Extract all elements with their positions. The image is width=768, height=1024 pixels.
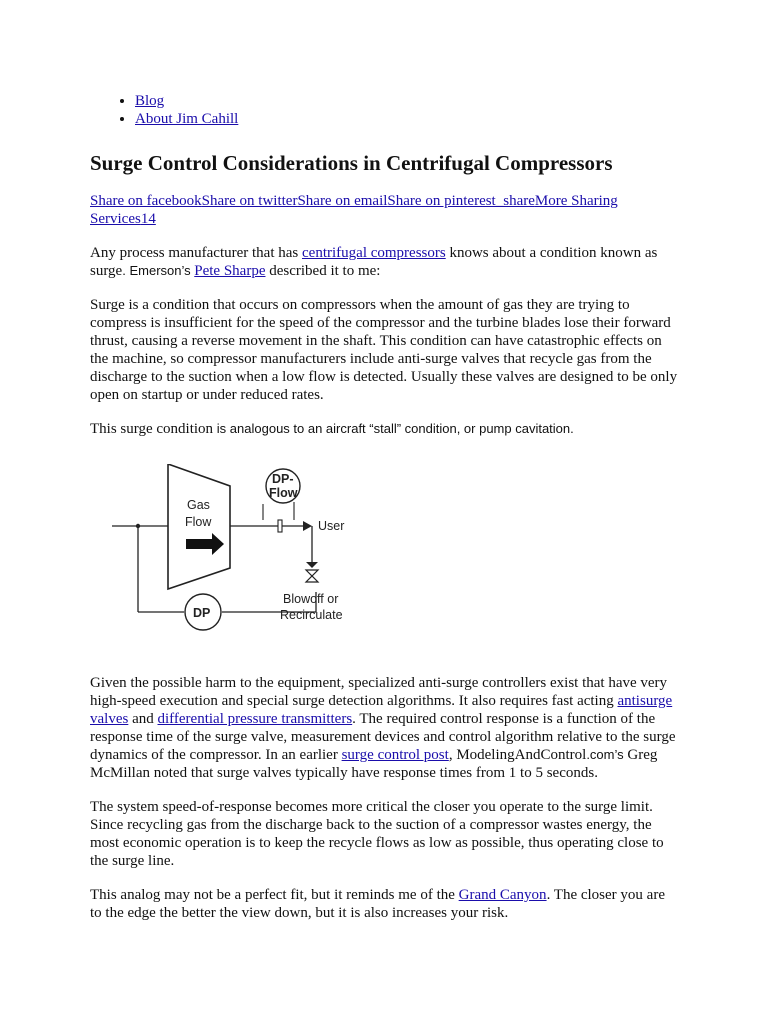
blowoff-arrow-icon	[306, 562, 318, 568]
anti-surge-text-d: , ModelingAndControl	[448, 747, 587, 763]
paragraph-intro	[90, 244, 680, 280]
share-email-link[interactable]: Share on email	[297, 193, 388, 209]
canyon-text-b: . The closer you are to the edge the better the view down, but it is also increases your risk.	[90, 887, 665, 921]
user-arrow-icon	[303, 521, 312, 531]
anti-surge-text-f: Greg McMillan noted that surge valves typically have response times from 1 to 5 seconds.	[90, 747, 658, 781]
valve-bottom-icon	[306, 576, 318, 582]
article-page	[90, 92, 680, 938]
paragraph-grand-canyon	[90, 886, 680, 922]
share-bar	[90, 192, 680, 228]
dp-flow-label-top: DP-	[272, 472, 294, 486]
flow-label: Flow	[185, 515, 212, 529]
paragraph-surge-definition: Surge is a condition that occurs on compressors when the amount of gas they are trying to compress is insufficient for the speed of the compressor and the turbine blades lose their forward thrust, causing a reverse movement in the shaft. This condition can have catastrophic effects on the machine, so compressor manufacturers include anti-surge valves that recycle gas from the discharge to the suction when a low flow is detected. Usually these valves are designed to be only open on startup or under reduced rates.	[90, 297, 678, 403]
blowoff-label: Blowoff or	[283, 592, 339, 606]
user-label: User	[318, 519, 345, 533]
anti-surge-text-a: Given the possible harm to the equipment, specialized anti-surge controllers exist that have very high-speed execution and special surge detection algorithms. It also requires fast acting	[90, 675, 668, 709]
anti-surge-text-b: and	[128, 711, 158, 727]
nav-item-blog	[135, 92, 680, 110]
anti-surge-text-c: . The required control response is a function of the response time of the surge valve, measurement devices and control algorithm relative to the surge dynamics of the compressor. In an earlier	[90, 711, 676, 763]
more-sharing-label: More Sharing Services	[90, 193, 618, 227]
paragraph-speed-of-response: The system speed-of-response becomes more critical the closer you operate to the surge limit. Since recycling gas from the discharge back to the suction of a compressor wastes energy, the most economic operation is to keep the recycle flows as low as possible, thus operating close to the surge line.	[90, 799, 664, 869]
grand-canyon-link[interactable]: Grand Canyon	[458, 887, 547, 903]
top-nav	[90, 92, 680, 128]
differential-pressure-transmitters-link[interactable]: differential pressure transmitters	[157, 711, 353, 727]
intro-text-c: . Emerson’s	[122, 263, 195, 278]
recirculate-label: Recirculate	[280, 608, 343, 622]
centrifugal-compressors-link[interactable]: centrifugal compressors	[302, 245, 446, 261]
intro-text-b: knows about a condition known as surge	[90, 245, 658, 279]
canyon-text-a: This analog may not be a perfect fit, but it reminds me of the	[90, 887, 459, 903]
orifice-plate	[278, 520, 282, 532]
compressor-surge-diagram	[98, 464, 398, 664]
share-twitter-link[interactable]: Share on twitter	[201, 193, 298, 209]
paragraph-analogy	[90, 420, 680, 438]
analogy-text-b: is analogous to an aircraft “stall” condition, or pump cavitation.	[216, 421, 574, 436]
dp-flow-label-bottom: Flow	[269, 486, 298, 500]
share-count: 14	[140, 211, 156, 227]
analogy-text-a: This surge condition	[90, 421, 217, 437]
antisurge-valves-link[interactable]: antisurge valves	[90, 693, 673, 727]
page-title: Surge Control Considerations in Centrifugal Compressors	[90, 151, 613, 175]
blog-link[interactable]: Blog	[135, 93, 165, 109]
share-pinterest-link[interactable]: Share on pinterest_share	[387, 193, 535, 209]
gas-label: Gas	[187, 498, 210, 512]
intro-text-a: Any process manufacturer that has	[90, 245, 303, 261]
dp-label: DP	[193, 606, 211, 620]
share-facebook-link[interactable]: Share on facebook	[90, 193, 202, 209]
surge-control-post-link[interactable]: surge control post	[341, 747, 449, 763]
paragraph-anti-surge	[90, 674, 680, 782]
pete-sharpe-link[interactable]: Pete Sharpe	[194, 263, 266, 279]
valve-top-icon	[306, 570, 318, 576]
nav-item-about	[135, 110, 680, 128]
about-jim-cahill-link[interactable]: About Jim Cahill	[135, 111, 239, 127]
intro-text-d: described it to me:	[265, 263, 381, 279]
anti-surge-text-e: .com’s	[586, 747, 624, 762]
